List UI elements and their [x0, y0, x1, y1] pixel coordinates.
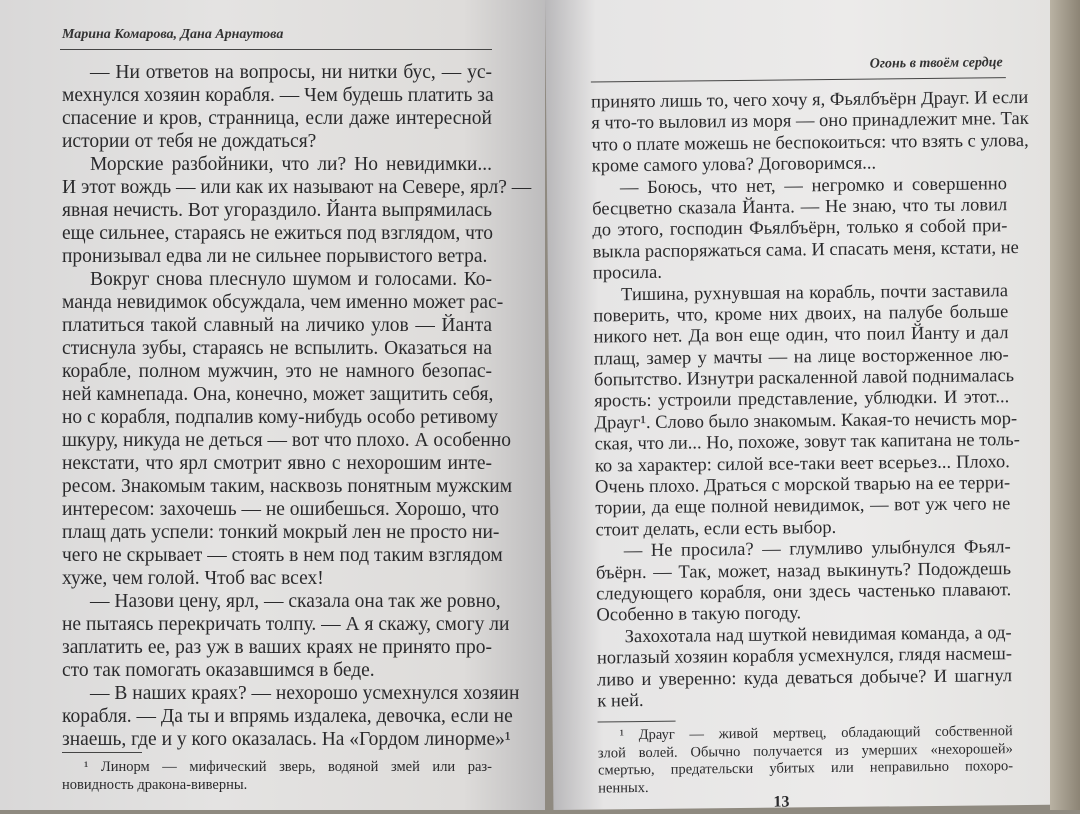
text-line: пронизывал едва ли не сильнее порывистого ветра.: [62, 246, 488, 267]
text-line: Особенно в такую погоду.: [596, 603, 802, 626]
text-line: истории от тебя не дождаться?: [62, 131, 317, 152]
text-line: ская, что ли... Но, похоже, зовут так капитана не толь-: [594, 430, 1020, 455]
text-line: Морские разбойники, что ли? Но невидимки...: [90, 154, 492, 175]
right-body-text: [590, 87, 1029, 713]
text-line: к ней.: [597, 690, 644, 712]
text-line: следующего корабля, они здесь частенько плавают.: [596, 580, 1012, 605]
text-line: спасение и кров, странница, если даже интересной: [62, 108, 492, 129]
text-line: ливо и уверенно: куда деваться добыче? И шагнул: [597, 665, 1013, 691]
text-line: Вокруг снова плеснуло шумом и голосами. Ко-: [90, 269, 492, 290]
text-line: ярость: устроили представление, ублюдки. И этот...: [594, 387, 1010, 412]
text-line: И этот вождь — или как их называют на Севере, ярл? —: [62, 177, 532, 198]
text-line: что о плате можешь не беспокоиться: что взять с улова,: [591, 130, 1029, 156]
text-line: корабля. — Да ты и впрямь издалека, девочка, если не: [62, 706, 513, 727]
left-body-text: [62, 61, 532, 751]
text-line: сто так помогать оказавшимся в беде.: [62, 660, 375, 681]
text-line: платиться такой славный на личико улов — Йанта: [62, 315, 492, 336]
text-line: знаешь, где и у кого оказалась. На «Гордом линорме»¹: [62, 729, 511, 750]
running-head-authors: Марина Комарова, Дана Арнаутова: [62, 27, 284, 42]
text-line: Очень плохо. Драться с морской тварью на ее терри-: [595, 473, 1011, 498]
text-line: явная нечисть. Вот угораздило. Йанта выпрямилась: [62, 200, 492, 221]
footnote-line: ненных.: [598, 779, 649, 796]
page-number: 13: [773, 793, 790, 811]
text-line: ресом. Знакомым таким, насквозь понятным мужским: [62, 476, 513, 497]
text-line: — Назови цену, ярл, — сказала она так же ровно,: [90, 591, 501, 612]
text-line: не пытаясь перекричать толпу. — А я скажу, смогу ли: [62, 614, 510, 635]
text-line: я что-то выловил из моря — оно принадлежит мне. Так: [591, 109, 1029, 134]
footnote-rule: [598, 721, 676, 723]
text-line: Захохотала над шуткой невидимая команда, а од-: [624, 622, 1012, 647]
text-line: корабле, полном мужчин, это не намного безопас-: [62, 361, 492, 382]
text-line: — Не просила? — глумливо улыбнулся Фьял-: [623, 537, 1011, 562]
text-line: выкла распоряжаться сама. И спасать меня, кстати, не: [592, 237, 1019, 263]
text-line: шкуру, никуда не деться — вот что плохо. А особенно: [62, 430, 512, 451]
text-line: Тишина, рухнувшая на корабль, почти заставила: [620, 280, 1009, 305]
text-line: принято лишь то, чего хочу я, Фьялбъёрн Драуг. И если: [590, 87, 1029, 113]
text-line: плащ, замер у мачты — на лице восторженное лю-: [593, 344, 1009, 370]
header-rule: [60, 49, 492, 50]
text-line: бъёрн. — Так, может, назад выкинуть? Подождешь: [595, 558, 1012, 584]
footnote-line: новидность дракона-виверны.: [62, 776, 248, 793]
text-line: ней камнепада. Она, конечно, может защитить себя,: [62, 384, 494, 405]
text-line: интересом: захочешь — не ошибешься. Хорошо, что: [62, 499, 500, 520]
text-line: еще сильнее, стараясь не ежиться под взглядом, что: [62, 223, 493, 244]
text-line: плащ дать успели: тонкий мокрый лен не просто ни-: [62, 522, 500, 543]
text-line: тории, да еще полной невидимок, — вот уж чего не: [595, 494, 1011, 519]
text-line: стоит делать, если есть выбор.: [595, 517, 837, 541]
text-line: — В наших краях? — нехорошо усмехнулся хозяин: [90, 683, 520, 704]
book-edge: [1050, 0, 1080, 810]
text-line: заплатить ее, раз уж в ваших краях не принято про-: [62, 637, 492, 658]
text-line: кроме самого улова? Договоримся...: [591, 153, 877, 177]
text-line: мехнулся хозяин корабля. — Чем будешь платить за: [62, 85, 494, 106]
text-line: стиснула зубы, стараясь не вспылить. Оказаться на: [62, 338, 492, 359]
text-line: ноглазый хозяин корабля усмехнулся, глядя насмеш-: [596, 644, 1013, 669]
text-line: никого нет. Да вон еще один, что поил Йанту и дал: [593, 323, 1009, 348]
text-line: до этого, господин Фьялбъёрн, только я собой при-: [592, 216, 1008, 241]
left-footnote: [62, 759, 492, 794]
text-line: некстати, что ярл смотрит явно с нехорошим инте-: [62, 453, 492, 474]
text-line: Драуг¹. Слово было знакомым. Какая-то нечисть мор-: [594, 408, 1018, 434]
text-line: — Боюсь, что нет, — негромко и совершенно: [619, 173, 1008, 198]
right-page: [545, 0, 1058, 810]
header-rule: [591, 77, 1006, 82]
text-line: поверить, что, кроме них двоих, на палубе больше: [593, 302, 1009, 327]
running-head-title: Огонь в твоём сердце: [869, 55, 1003, 72]
footnote-line: смертью, предательски убитых или неправильно похоро-: [597, 758, 1014, 779]
text-line: бопытство. Изнутри раскаленной лавой поднималась: [593, 366, 1015, 391]
footnote-line: злой волей. Обычно получается из умерших «нехорошей»: [597, 740, 1013, 761]
footnote-line: ¹ Драуг — живой мертвец, обладающий собственной: [619, 723, 1013, 744]
right-footnote: [598, 723, 1014, 797]
text-line: но с корабля, подпалив кому-нибудь особо ретивому: [62, 407, 498, 428]
footnote-rule: [62, 752, 142, 753]
text-line: бесцветно сказала Йанта. — Не знаю, что ты ловил: [592, 195, 1008, 220]
text-line: — Ни ответов на вопросы, ни нитки бус, — ус-: [90, 62, 492, 83]
footnote-line: ¹ Линорм — мифический зверь, водяной змей или раз-: [84, 759, 492, 775]
text-line: ко за характер: силой все-таки веет всерьез... Плохо.: [594, 451, 1010, 477]
text-line: хуже, чем голой. Чтоб вас всех!: [62, 568, 324, 589]
text-line: манда невидимок обсуждала, чем именно может рас-: [62, 292, 504, 313]
text-line: просила.: [592, 262, 663, 284]
text-line: чего не скрывает — стоять в нем под таким взглядом: [62, 545, 503, 566]
